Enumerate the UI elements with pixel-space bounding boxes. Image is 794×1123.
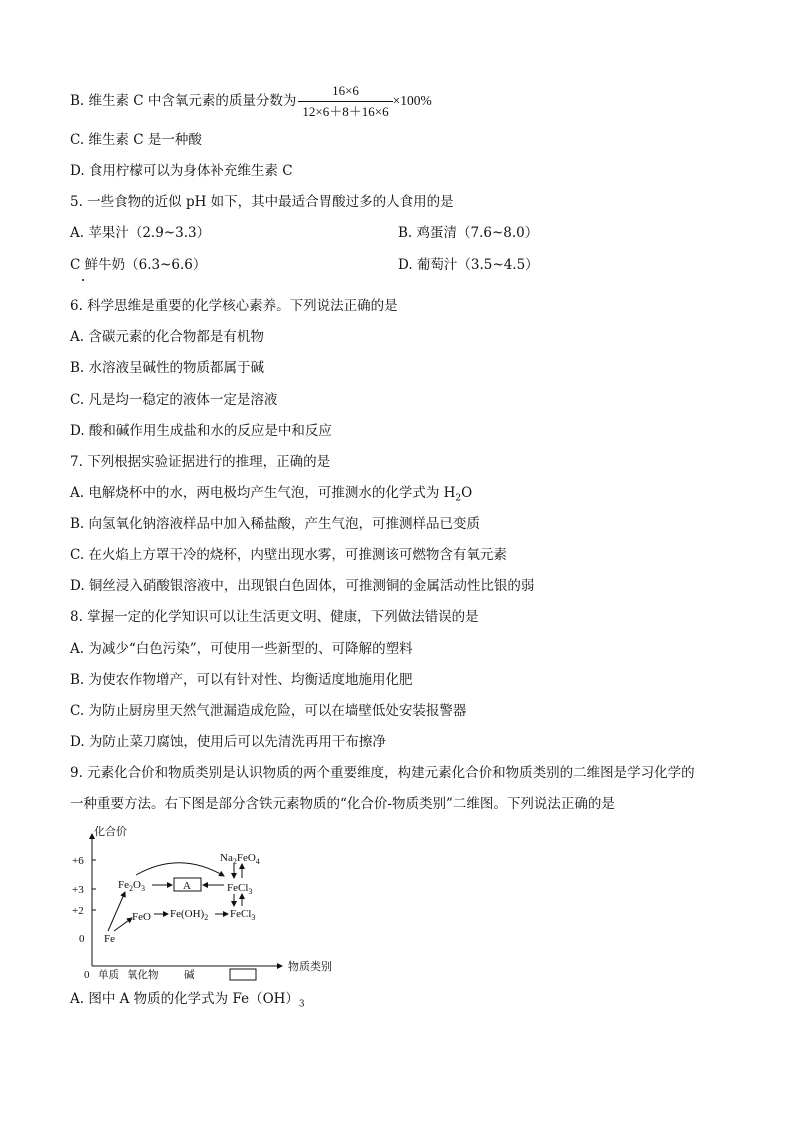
y-tick-plus3: +3 bbox=[72, 884, 84, 896]
x-axis-label: 物质类别 bbox=[288, 961, 332, 973]
fraction-denominator: 12×6＋8＋16×6 bbox=[302, 104, 389, 119]
label-feo: FeO bbox=[132, 911, 151, 923]
q5-option-a: A. 苹果汁（2.9~3.3） bbox=[70, 225, 211, 241]
mass-fraction-formula bbox=[298, 82, 392, 121]
q5-option-d: D. 葡萄汁（3.5~4.5） bbox=[398, 257, 539, 273]
q9-option-a bbox=[70, 990, 305, 1014]
q5-stem: 5. 一些食物的近似 pH 如下，其中最适合胃酸过多的人食用的是 bbox=[70, 194, 454, 210]
label-fecl-low: FeCl$_3$ bbox=[230, 908, 256, 922]
q5-option-b: B. 鸡蛋清（7.6~8.0） bbox=[398, 225, 539, 241]
y-tick-plus2: +2 bbox=[72, 905, 84, 917]
formula-tail: O bbox=[461, 485, 473, 501]
q4-option-c: C. 维生素 C 是一种酸 bbox=[70, 132, 202, 148]
y-tick-zero: 0 bbox=[79, 933, 85, 945]
x-tick-base: 碱 bbox=[184, 970, 195, 981]
fraction-numerator: 16×6 bbox=[298, 82, 392, 102]
x-tick-element: 单质 bbox=[98, 970, 119, 981]
q9-option-a-text: A. 图中 A 物质的化学式为 Fe（OH） bbox=[70, 991, 299, 1007]
q6-option-b: B. 水溶液呈碱性的物质都属于碱 bbox=[70, 360, 265, 376]
subscript: 2 bbox=[455, 493, 462, 504]
q4-option-d: D. 食用柠檬可以为身体补充维生素 C bbox=[70, 163, 293, 179]
percent-factor: ×100% bbox=[392, 93, 432, 108]
q6-stem: 6. 科学思维是重要的化学核心素养。下列说法正确的是 bbox=[70, 298, 398, 314]
stray-dot bbox=[82, 279, 84, 281]
q6-option-a: A. 含碳元素的化合物都是有机物 bbox=[70, 329, 264, 345]
label-feoh2: $Fe(OH)_2$ bbox=[170, 908, 209, 922]
q9-stem-line1: 9. 元素化合价和物质类别是认识物质的两个重要维度，构建元素化合价和物质类别的二维图是学习化学的 bbox=[70, 765, 695, 781]
x-tick-oxide: 氧化物 bbox=[127, 970, 159, 981]
q4-option-b-text: B. 维生素 C 中含氧元素的质量分数为 bbox=[70, 93, 297, 109]
label-na2feo4: $Na_2FeO_4$ bbox=[220, 852, 260, 866]
q8-option-d: D. 为防止菜刀腐蚀，使用后可以先清洗再用干布擦净 bbox=[70, 734, 386, 750]
q5-option-c: C 鲜牛奶（6.3~6.6） bbox=[70, 257, 207, 273]
q8-option-a: A. 为减少“白色污染”，可使用一些新型的、可降解的塑料 bbox=[70, 641, 413, 657]
q7-option-a-text: A. 电解烧杯中的水，两电极均产生气泡，可推测水的化学式为 H bbox=[70, 485, 456, 501]
label-fe: Fe bbox=[104, 933, 115, 945]
q8-option-b: B. 为使农作物增产，可以有针对性、均衡适度地施用化肥 bbox=[70, 672, 413, 688]
arrow-fe-to-feo bbox=[114, 918, 132, 931]
label-fecl3: FeCl$_3$ bbox=[227, 882, 253, 896]
x-tick-origin: 0 bbox=[84, 969, 90, 981]
arrow-fe2o3-to-fecl3-curve bbox=[136, 863, 224, 876]
blank-category-box bbox=[230, 969, 256, 980]
label-fe2o3: $Fe_2O_3$ bbox=[118, 879, 145, 893]
q6-option-d: D. 酸和碱作用生成盐和水的反应是中和反应 bbox=[70, 423, 332, 439]
q7-option-b: B. 向氢氧化钠溶液样品中加入稀盐酸，产生气泡，可推测样品已变质 bbox=[70, 516, 481, 532]
q9-stem-line2: 一种重要方法。右下图是部分含铁元素物质的“化合价-物质类别”二维图。下列说法正确的是 bbox=[70, 796, 615, 812]
q7-stem: 7. 下列根据实验证据进行的推理，正确的是 bbox=[70, 454, 331, 470]
subscript: 3 bbox=[298, 999, 305, 1010]
y-tick-plus6: +6 bbox=[72, 855, 84, 867]
q8-stem: 8. 掌握一定的化学知识可以让生活更文明、健康，下列做法错误的是 bbox=[70, 609, 479, 625]
q6-option-c: C. 凡是均一稳定的液体一定是溶液 bbox=[70, 392, 278, 408]
valence-category-diagram bbox=[70, 818, 370, 986]
q7-option-a bbox=[70, 484, 472, 508]
q8-option-c: C. 为防止厨房里天然气泄漏造成危险，可以在墙壁低处安装报警器 bbox=[70, 703, 467, 719]
q4-option-b bbox=[70, 82, 432, 121]
y-axis-label: 化合价 bbox=[94, 826, 127, 838]
q7-option-d: D. 铜丝浸入硝酸银溶液中，出现银白色固体，可推测铜的金属活动性比银的弱 bbox=[70, 578, 535, 594]
q7-option-c: C. 在火焰上方罩干冷的烧杯，内壁出现水雾，可推测该可燃物含有氧元素 bbox=[70, 547, 507, 563]
box-a-label: A bbox=[183, 880, 191, 892]
